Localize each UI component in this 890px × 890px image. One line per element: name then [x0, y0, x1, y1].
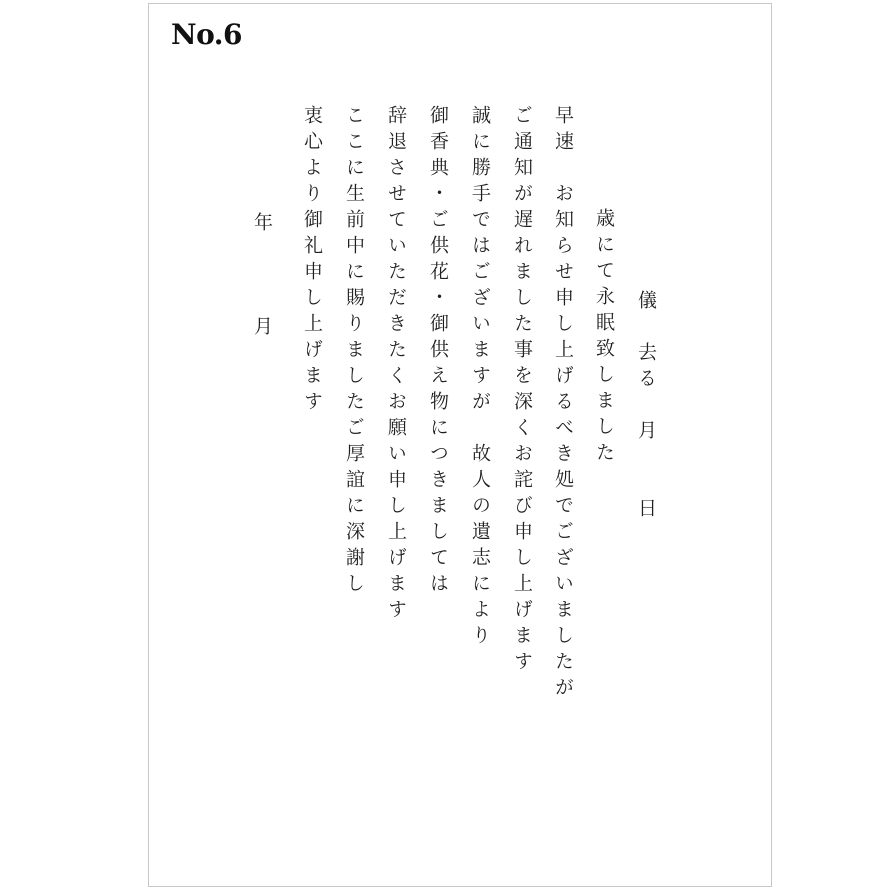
text-line-3: 早速 お知らせ申し上げるべき処でございましたが: [552, 105, 574, 703]
text-line-7: 辞退させていただきたくお願い申し上げます: [385, 105, 407, 625]
letter-card: [148, 3, 772, 887]
text-line-9: 衷心より御礼申し上げます: [301, 105, 323, 417]
text-line-date: 年 月: [251, 212, 273, 342]
text-line-4: ご通知が遅れました事を深くお詫び申し上げます: [511, 105, 533, 677]
template-number-label: No.6: [171, 18, 243, 51]
text-line-2: 歳にて永眠致しました: [593, 208, 615, 468]
text-line-1: 儀 去る 月 日: [635, 290, 657, 524]
text-line-6: 御香典・ご供花・御供え物につきましては: [427, 105, 449, 599]
text-line-5: 誠に勝手ではございますが 故人の遺志により: [469, 105, 491, 651]
text-line-8: ここに生前中に賜りましたご厚誼に深謝し: [343, 105, 365, 599]
